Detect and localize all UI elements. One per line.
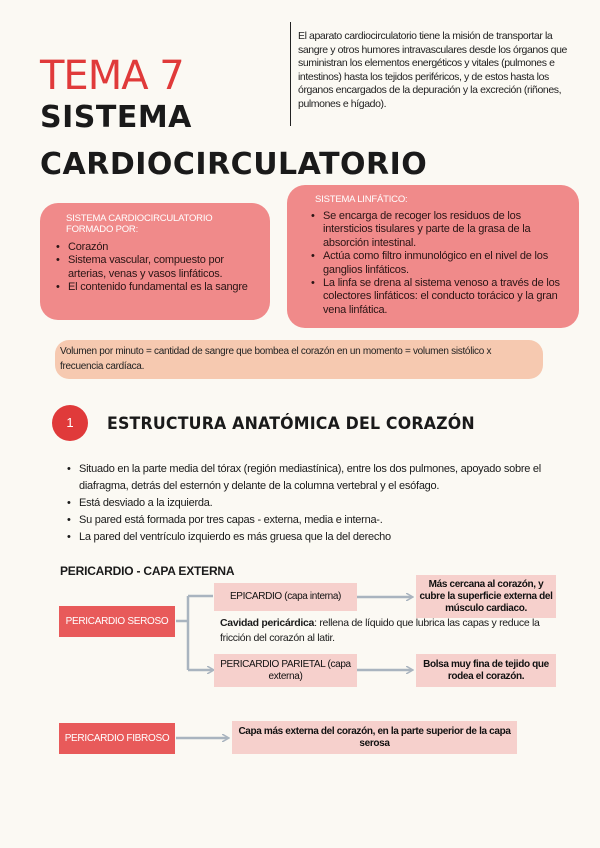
linfatico-box-heading: SISTEMA LINFÁTICO: bbox=[315, 194, 408, 205]
list-item: • La linfa se drena al sistema venoso a través de los colectores linfáticos: el conducto torácico y la gran vena linfática. bbox=[309, 277, 571, 317]
cavidad-label: Cavidad pericárdica bbox=[220, 617, 315, 629]
list-item: • El contenido fundamental es la sangre bbox=[54, 281, 264, 294]
pericardio-fibroso-box: PERICARDIO FIBROSO bbox=[59, 723, 175, 754]
cardio-box-heading: SISTEMA CARDIOCIRCULATORIO FORMADO POR: bbox=[66, 213, 213, 235]
cavidad-description: : rellena de líquido que lubrica las capas y reduce la fricción del corazón al latir. bbox=[220, 617, 540, 644]
tema-number: TEMA 7 bbox=[40, 53, 184, 99]
list-item: • Se encarga de recoger los residuos de los intersticios tisulares y parte de la grasa de la absorción intestinal. bbox=[309, 210, 571, 250]
epicardio-box: EPICARDIO (capa interna) bbox=[214, 583, 357, 611]
list-item: • Sistema vascular, compuesto por arterias, venas y vasos linfáticos. bbox=[54, 254, 264, 281]
list-item: • Situado en la parte media del tórax (región mediastínica), entre los dos pulmones, apoyado sobre el diafragma, detrás del esternón y delante de la columna vertebral y el esófago. bbox=[65, 461, 565, 495]
parietal-description: Bolsa muy fina de tejido que rodea el corazón. bbox=[416, 654, 556, 687]
intro-paragraph: El aparato cardiocirculatorio tiene la misión de transportar la sangre y otros humores intravasculares desde los órganos que suministran los elementos energéticos y vitales (pulmones e intestinos) hasta los tejidos periféricos, y de estos hasta los órganos encargados de la depuración y la excreción (riñones, pulmones e hígado). bbox=[298, 30, 567, 110]
list-item: • Actúa como filtro inmunológico en el nivel de los ganglios linfáticos. bbox=[309, 250, 571, 277]
pericardio-seroso-box: PERICARDIO SEROSO bbox=[59, 606, 175, 637]
section-number-badge: 1 bbox=[52, 405, 88, 441]
section-title: ESTRUCTURA ANATÓMICA DEL CORAZÓN bbox=[107, 414, 475, 434]
list-item: • Su pared está formada por tres capas - externa, media e interna-. bbox=[65, 512, 565, 529]
list-item: • Corazón bbox=[54, 241, 264, 254]
page-title-line1: SISTEMA bbox=[40, 100, 192, 135]
seroso-branch-connector bbox=[176, 596, 213, 670]
list-item: • La pared del ventrículo izquierdo es más gruesa que la del derecho bbox=[65, 529, 565, 546]
epicardio-description: Más cercana al corazón, y cubre la superficie externa del músculo cardiaco. bbox=[416, 575, 556, 618]
list-item: • Está desviado a la izquierda. bbox=[65, 495, 565, 512]
page-title-line2: CARDIOCIRCULATORIO bbox=[40, 147, 428, 182]
fibroso-description: Capa más externa del corazón, en la parte superior de la capa serosa bbox=[232, 721, 517, 754]
pericardio-heading: PERICARDIO - CAPA EXTERNA bbox=[60, 564, 235, 578]
cavidad-pericardica-text bbox=[220, 616, 560, 645]
pericardio-parietal-box: PERICARDIO PARIETAL (capa externa) bbox=[214, 654, 357, 687]
volumen-text: Volumen por minuto = cantidad de sangre que bombea el corazón en un momento = volumen sistólico x frecuencia cardíaca. bbox=[60, 346, 492, 372]
